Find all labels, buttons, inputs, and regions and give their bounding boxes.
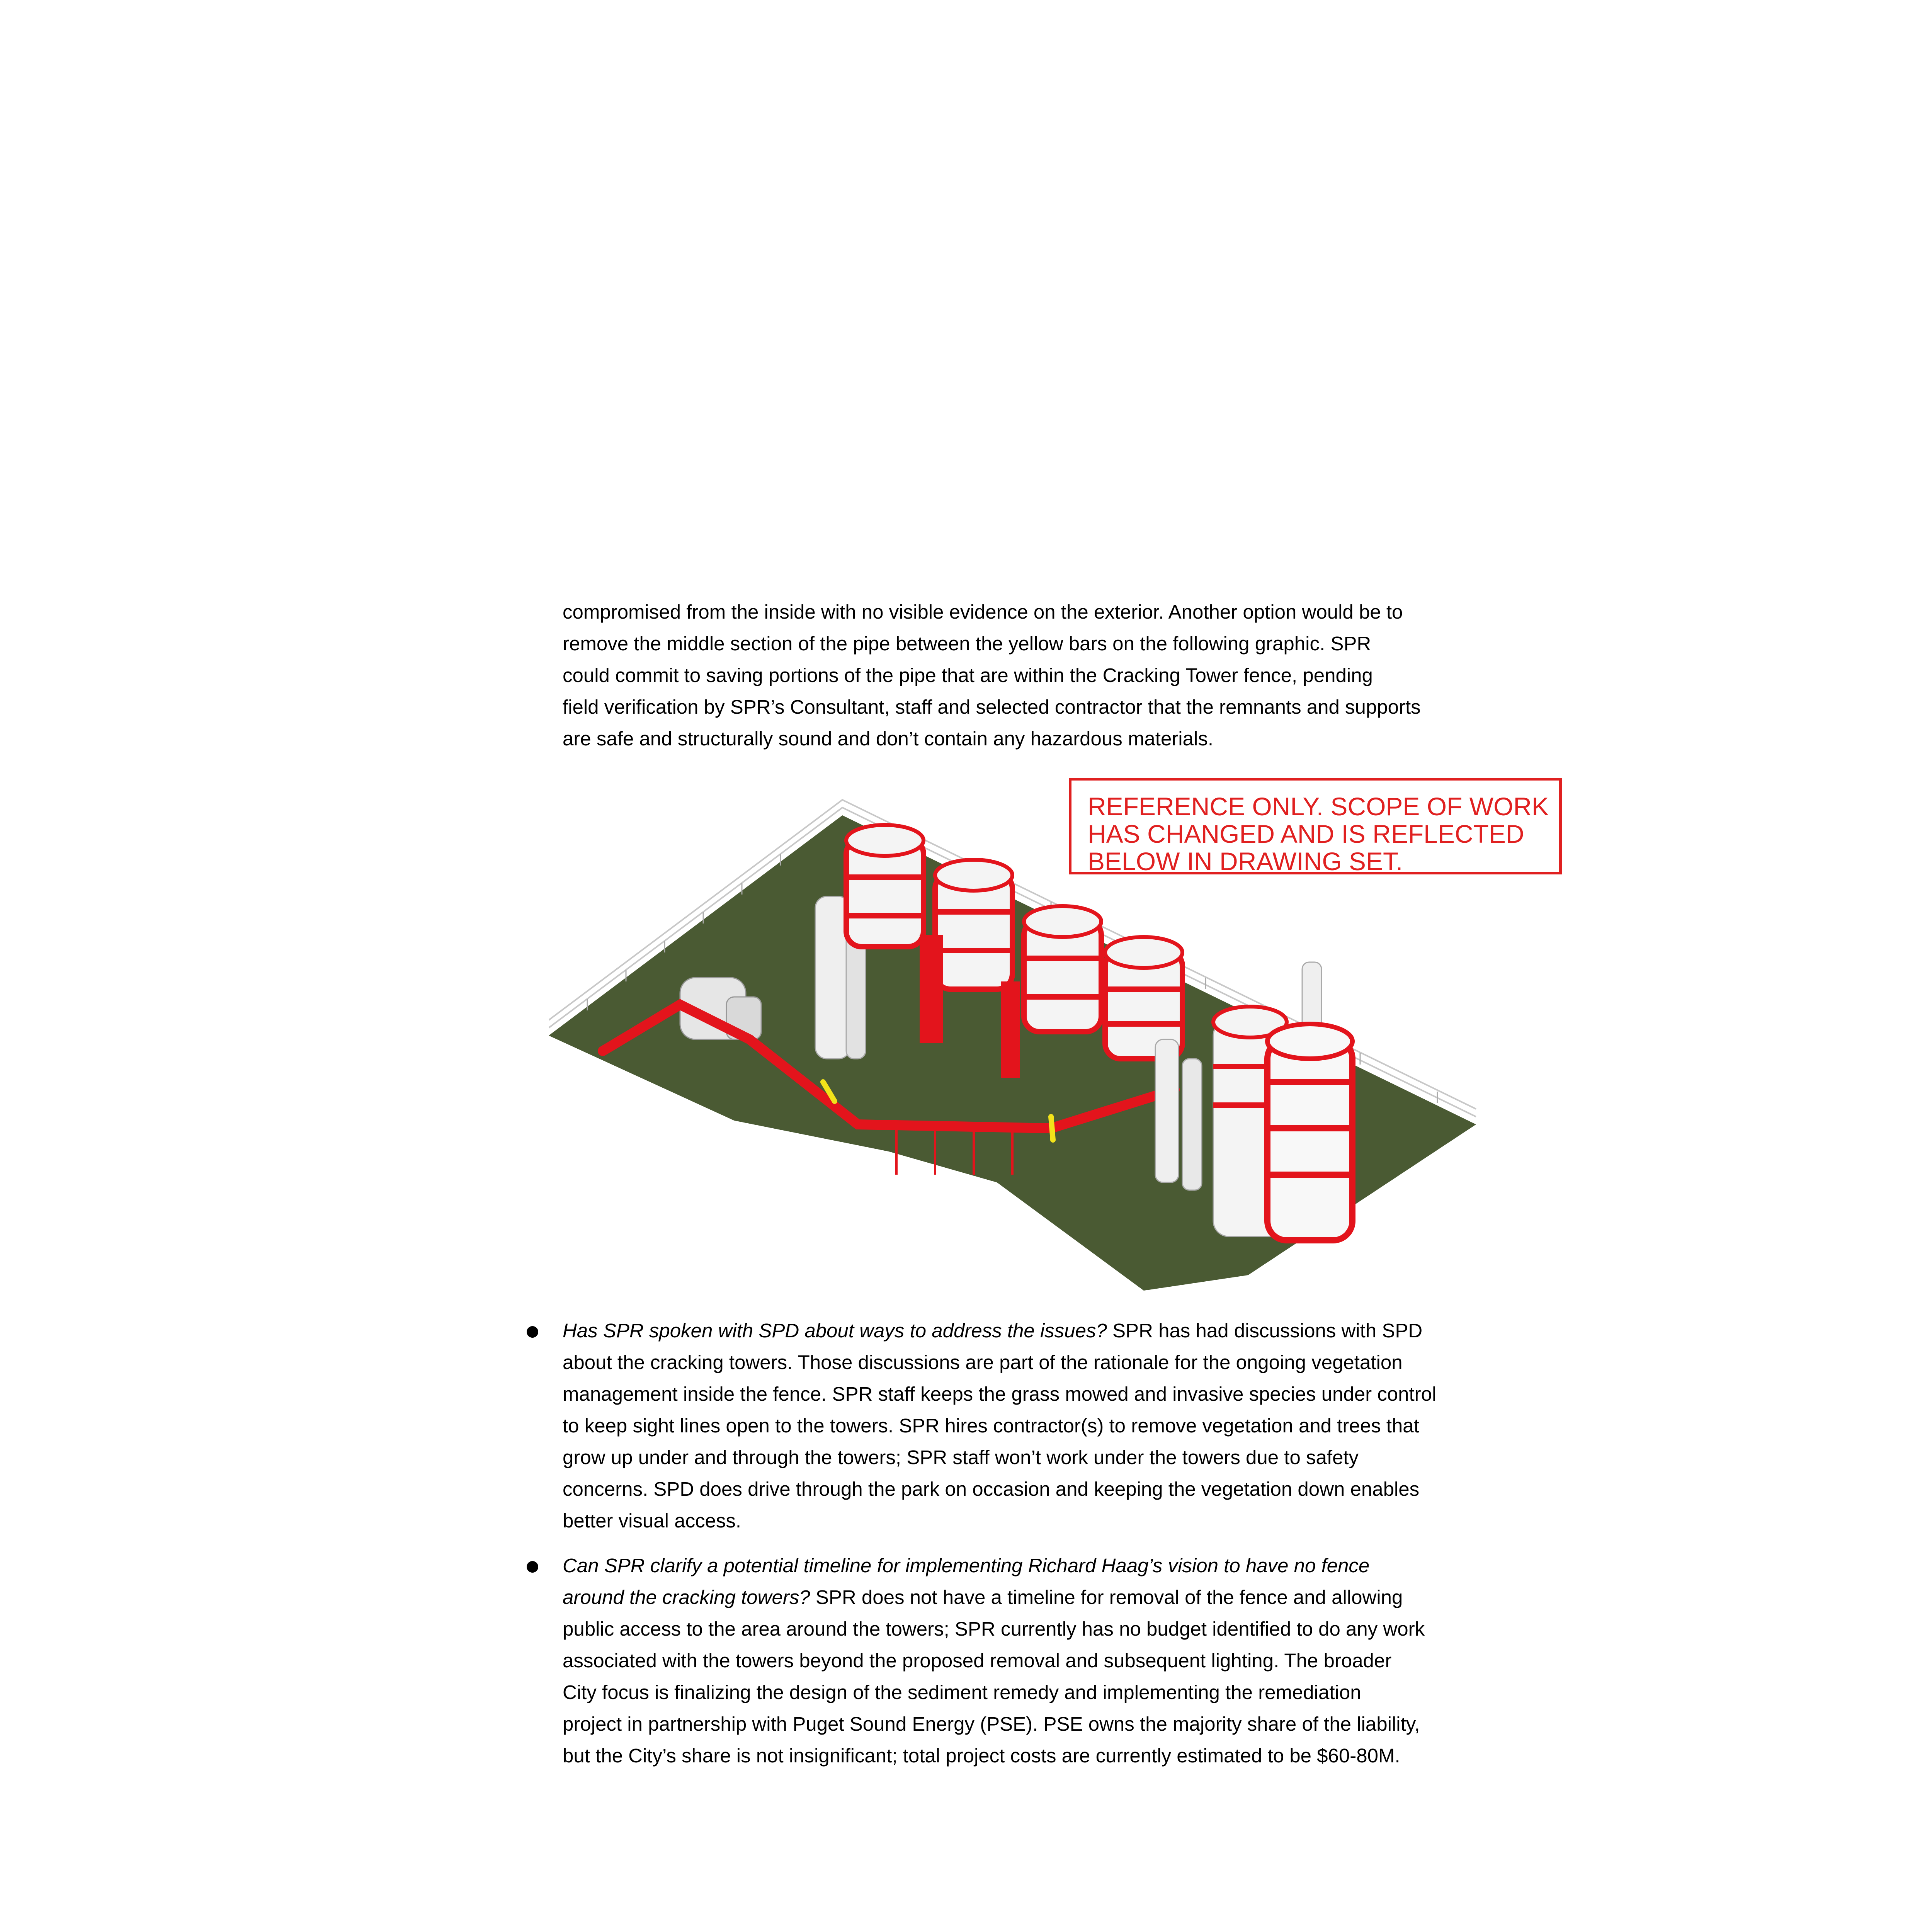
bullet-line: management inside the fence. SPR staff keeps the grass mowed and invasive species under control: [563, 1383, 1437, 1405]
intro-line: remove the middle section of the pipe between the yellow bars on the following graphic. SPR: [563, 633, 1371, 655]
bullet-question: around the cracking towers?: [563, 1586, 810, 1608]
intro-line: could commit to saving portions of the pipe that are within the Cracking Tower fence, pending: [563, 664, 1373, 686]
bullet-line: [563, 1550, 1490, 1582]
bullet-line: but the City’s share is not insignificant; total project costs are currently estimated to be $60-80M.: [563, 1745, 1400, 1767]
bullet-line: to keep sight lines open to the towers. SPR hires contractor(s) to remove vegetation and trees that: [563, 1415, 1419, 1437]
intro-line: are safe and structurally sound and don’t contain any hazardous materials.: [563, 728, 1213, 750]
bullet-item-spd: [563, 1315, 1490, 1537]
bullet-line: [563, 1582, 1490, 1613]
cracking-tower-1: [846, 825, 923, 947]
bullet-line: better visual access.: [563, 1510, 742, 1532]
bullet-line: project in partnership with Puget Sound Energy (PSE). PSE owns the majority share of the liability,: [563, 1713, 1420, 1735]
bullet-line: concerns. SPD does drive through the park on occasion and keeping the vegetation down enables: [563, 1478, 1420, 1500]
bullet-question: Can SPR clarify a potential timeline for implementing Richard Haag’s vision to have no fence: [563, 1554, 1370, 1577]
bullet-line: about the cracking towers. Those discussions are part of the rationale for the ongoing vegetation: [563, 1351, 1403, 1373]
bullet-answer-start: SPR has had discussions with SPD: [1107, 1320, 1423, 1342]
note-line: BELOW IN DRAWING SET.: [1088, 847, 1403, 876]
note-line: HAS CHANGED AND IS REFLECTED: [1088, 820, 1524, 848]
intro-line: compromised from the inside with no visible evidence on the exterior. Another option would be to: [563, 601, 1403, 623]
reference-only-note: [1069, 778, 1562, 874]
bullet-line: [563, 1315, 1490, 1347]
bullet-answer-start: SPR does not have a timeline for removal of the fence and allowing: [810, 1586, 1403, 1608]
bullet-dot: [527, 1326, 538, 1338]
bullet-line: City focus is finalizing the design of the sediment remedy and implementing the remediation: [563, 1681, 1361, 1703]
intro-paragraph: [563, 596, 1490, 755]
note-line: REFERENCE ONLY. SCOPE OF WORK: [1088, 792, 1549, 821]
intro-line: field verification by SPR’s Consultant, staff and selected contractor that the remnants and supports: [563, 696, 1421, 718]
cracking-tower-6: [1267, 1024, 1352, 1240]
bullet-item-timeline: [563, 1550, 1490, 1772]
bullet-dot: [527, 1561, 538, 1573]
bullet-question: Has SPR spoken with SPD about ways to address the issues?: [563, 1320, 1107, 1342]
bullet-line: grow up under and through the towers; SPR staff won’t work under the towers due to safety: [563, 1446, 1359, 1468]
bullet-line: associated with the towers beyond the proposed removal and subsequent lighting. The broader: [563, 1650, 1392, 1672]
bullet-line: public access to the area around the towers; SPR currently has no budget identified to do any work: [563, 1618, 1425, 1640]
